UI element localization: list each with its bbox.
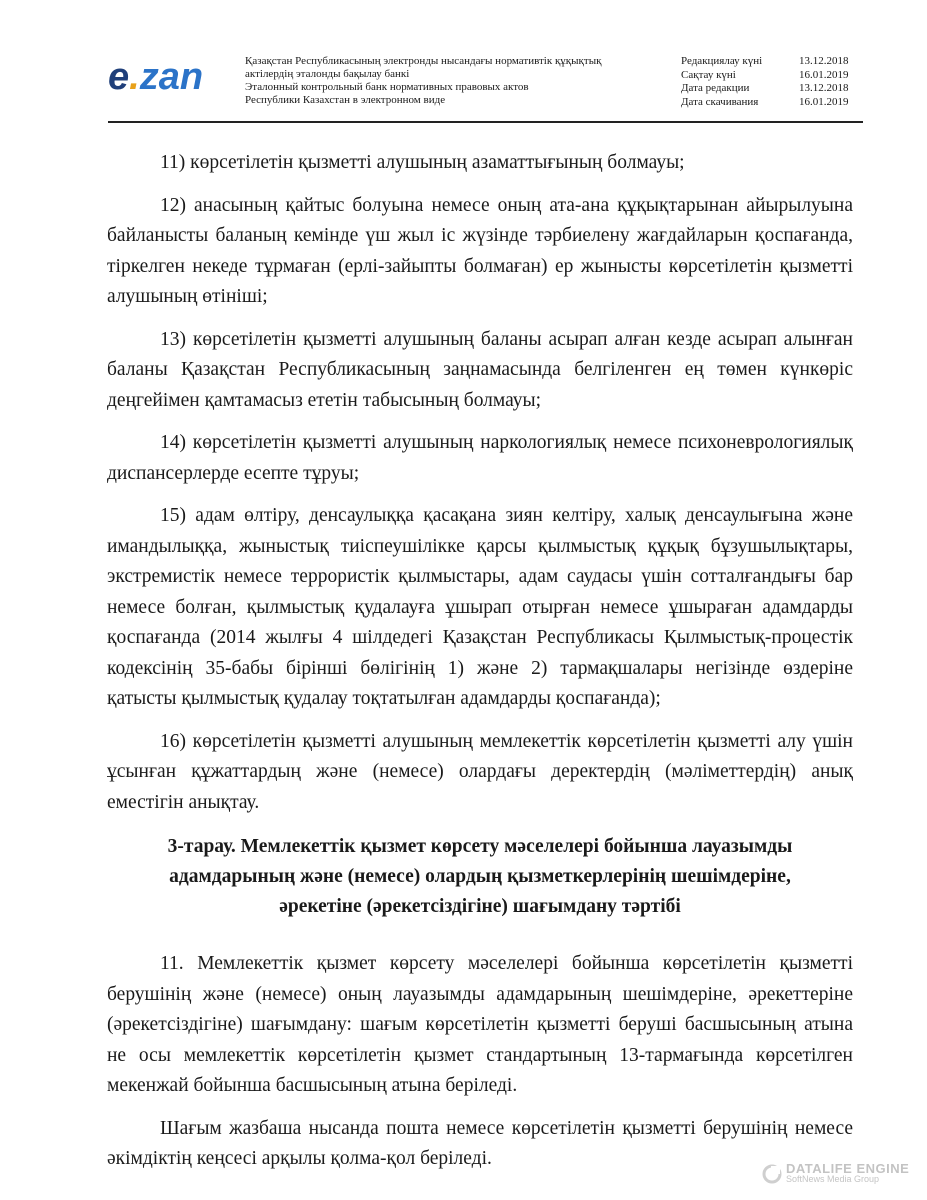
header-description-line: Республики Казахстан в электронном виде <box>245 94 446 106</box>
meta-value: 13.12.2018 <box>799 82 849 94</box>
ezan-logo[interactable]: e.zan <box>108 56 204 98</box>
paragraph-item-16: 16) көрсетілетін қызметті алушының мемлекеттік көрсетілетін қызметті алу үшін ұсынған құжаттардың және (немесе) олардағы деректердің (мәліметтердің) анық еместігін анықтау. <box>107 730 853 813</box>
paragraph-item-11: 11) көрсетілетін қызметті алушының азаматтығының болмауы; <box>160 152 685 173</box>
meta-label: Дата скачивания <box>681 95 759 108</box>
header-description-line: Қазақстан Республикасының электронды нысандағы нормативтік құқықтық <box>245 55 602 67</box>
paragraph-item-12: 12) анасының қайтыс болуына немесе оның ата-ана құқықтарынан айырылуына байланысты баланың кемінде үш жыл іс жүзінде тәрбиелену жағдайларын қоспағанда, тіркелген некеде тұрмаған (ерлі-зайыпты болмаған) ер жынысты көрсетілетін қызметті алушының өтініші; <box>107 194 853 307</box>
datalife-engine-watermark <box>762 1163 909 1185</box>
section-heading-line: адамдарының және (немесе) олардың қызметкерлерінің шешімдеріне, <box>169 866 791 887</box>
document-header <box>108 55 863 117</box>
meta-label: Редакциялау күні <box>681 55 763 67</box>
document-body <box>107 148 853 1175</box>
meta-label: Дата редакции <box>681 82 750 94</box>
paragraph-complaint-form: Шағым жазбаша нысанда пошта немесе көрсетілетін қызметті берушінің немесе әкімдіктің кеңсесі арқылы қолма-қол беріледі. <box>107 1117 853 1169</box>
paragraph-item-15: 15) адам өлтіру, денсаулыққа қасақана зиян келтіру, халық денсаулығына және имандылыққа, жыныстық тиіспеушілікке қарсы қылмыстық құқық бұзушылықтары, экстремистік немесе террористік қылмыстары, адам саудасы үшін сотталғандығы бар немесе болған, қылмыстық қудалауға ұшырап отырған немесе ұшыраған адамдарды қоспағанда (2014 жылғы 4 шілдедегі Қазақстан Республикасы Қылмыстық-процестік кодексінің 35-бабы бірінші бөлігінің 1) және 2) тармақшалары негізінде өздеріне қатысты қылмыстық қудалау тоқтатылған адамдарды қоспағанда); <box>107 505 853 709</box>
meta-row <box>681 96 869 110</box>
header-description-line: Эталонный контрольный банк нормативных правовых актов <box>245 81 529 93</box>
header-meta <box>681 55 869 109</box>
section-heading <box>107 832 853 922</box>
watermark-title: DATALIFE ENGINE <box>786 1161 910 1176</box>
paragraph-item-14: 14) көрсетілетін қызметті алушының наркологиялық немесе психоневрологиялық диспансерлерде есепте тұруы; <box>107 432 853 484</box>
meta-label: Сақтау күні <box>681 68 736 81</box>
watermark-subtitle: SoftNews Media Group <box>786 1174 880 1184</box>
meta-row <box>681 55 869 69</box>
header-description-line: актілердің эталонды бақылау банкі <box>245 68 410 80</box>
header-description <box>245 55 665 107</box>
datalife-logo-icon <box>762 1164 782 1184</box>
section-heading-line: 3-тарау. Мемлекеттік қызмет көрсету мәселелері бойынша лауазымды <box>167 836 793 857</box>
header-divider <box>108 121 863 123</box>
paragraph-item-13: 13) көрсетілетін қызметті алушының баланы асырап алған кезде асырап алынған баланы Қазақстан Республикасының заңнамасында белгіленген ең төмен күнкөріс деңгейімен қамтамасыз ететін табысының болмауы; <box>107 328 853 411</box>
meta-value: 16.01.2019 <box>799 68 849 81</box>
meta-row <box>681 69 869 83</box>
section-heading-line: әрекетіне (әрекетсіздігіне) шағымдану тәртібі <box>279 896 681 917</box>
meta-row <box>681 82 869 96</box>
meta-value: 16.01.2019 <box>799 95 849 108</box>
meta-value: 13.12.2018 <box>799 55 849 67</box>
paragraph-clause-11: 11. Мемлекеттік қызмет көрсету мәселелері бойынша көрсетілетін қызметті берушінің және (немесе) оның лауазымды адамдарының шешімдеріне, әрекеттеріне (әрекетсіздігіне) шағымдану: шағым көрсетілетін қызметті беруші басшысының атына не осы мемлекеттік көрсетілетін қызмет стандартының 13-тармағында көрсетілген мекенжай бойынша басшысының атына беріледі. <box>107 953 853 1096</box>
